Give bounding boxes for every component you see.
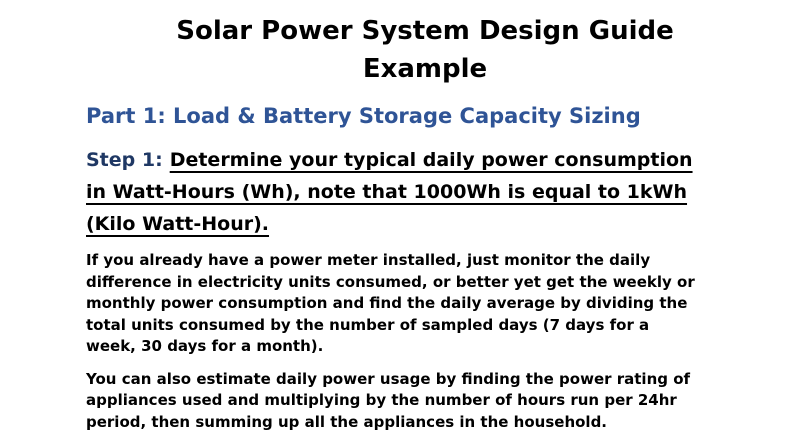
step1-line [86, 176, 730, 208]
step1-line [86, 144, 730, 176]
paragraph-line: appliances used and multiplying by the number of hours run per 24hr [86, 391, 677, 409]
doc-title-line: Example [362, 54, 488, 84]
step1-heading [86, 144, 730, 240]
paragraph-line: difference in electricity units consumed, or better yet get the weekly or [86, 272, 695, 291]
step1-underlined-text: (Kilo Watt-Hour). [86, 213, 270, 235]
paragraph-line: week, 30 days for a month). [86, 337, 324, 355]
paragraph-line: monthly power consumption and find the daily average by dividing the [86, 294, 688, 312]
doc-title [60, 12, 790, 88]
paragraph-line: period, then summing up all the appliances in the household. [86, 412, 608, 431]
step1-underlined-text: Determine your typical daily power consumption [169, 149, 693, 171]
section-heading-part1: Part 1: Load & Battery Storage Capacity Sizing [86, 104, 641, 128]
paragraph-line: You can also estimate daily power usage by finding the power rating of [86, 369, 691, 388]
step1-line [86, 208, 730, 240]
paragraph-line: total units consumed by the number of sampled days (7 days for a [86, 315, 650, 334]
step1-underlined-text: in Watt-Hours (Wh), note that 1000Wh is equal to 1kWh [86, 181, 688, 203]
paragraph-estimate-usage [86, 369, 730, 434]
paragraph-power-meter [86, 250, 730, 358]
paragraph-line: If you already have a power meter installed, just monitor the daily [86, 251, 651, 269]
doc-title-line: Solar Power System Design Guide [176, 16, 674, 46]
step1-label: Step 1: [86, 149, 163, 171]
